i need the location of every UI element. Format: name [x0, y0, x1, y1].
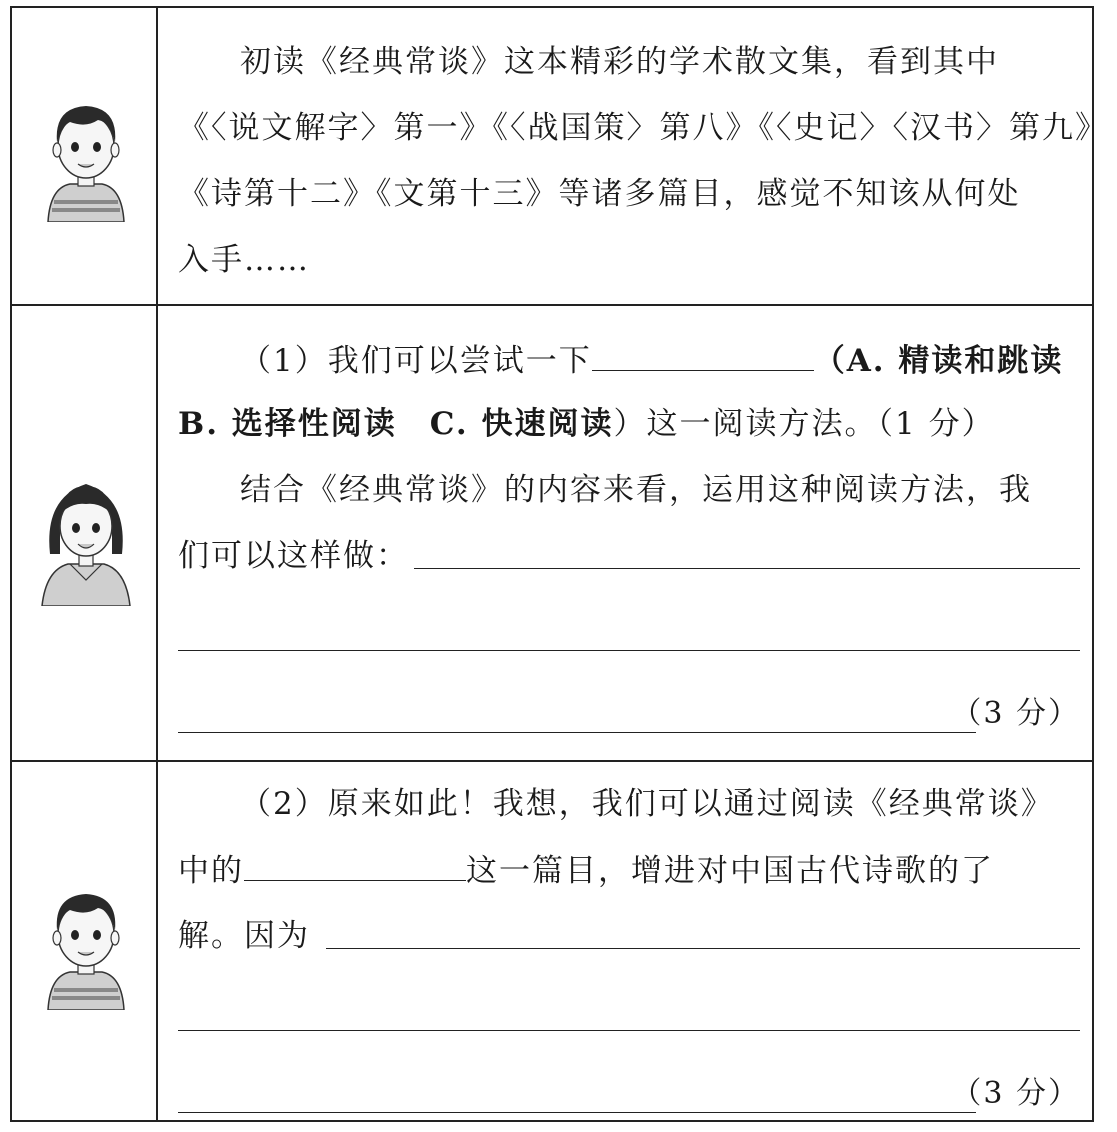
q1-answer-line-3[interactable] — [178, 732, 976, 733]
avatar-cell — [12, 306, 158, 760]
q1-options-bc: B. 选择性阅读 C. 快速阅读 — [178, 406, 614, 442]
q1-line-2 — [178, 404, 1080, 444]
q2-line-2-prefix: 中的 — [178, 853, 244, 889]
row-1-line-3: 《诗第十二》《文第十三》等诸多篇目，感觉不知该从何处 — [178, 176, 1021, 212]
q2-answer-line-2[interactable] — [178, 1030, 1080, 1031]
q2-line-2-suffix: 这一篇目，增进对中国古代诗歌的了 — [466, 853, 994, 889]
q2-score: （3 分） — [951, 1076, 1080, 1111]
q1-answer-line-2[interactable] — [178, 650, 1080, 651]
q2-answer-line-1[interactable] — [326, 948, 1080, 949]
q1-answer-line-1[interactable] — [414, 568, 1080, 569]
q2-line-2 — [178, 850, 1080, 890]
q1-answer-blank[interactable] — [592, 340, 814, 371]
boy-avatar-icon — [40, 92, 132, 222]
q2-answer-line-3[interactable] — [178, 1112, 976, 1113]
avatar-cell — [12, 762, 158, 1120]
row-1-line-2: 《〈说文解字〉第一》《〈战国策〉第八》《〈史记〉〈汉书〉第九》 — [178, 110, 1108, 146]
boy-avatar-icon — [40, 880, 132, 1010]
q1-line-4: 们可以这样做： — [178, 538, 409, 574]
avatar-cell — [12, 8, 158, 304]
row-1-line-1: 初读《经典常谈》这本精彩的学术散文集，看到其中 — [240, 44, 999, 80]
q1-prefix: （1）我们可以尝试一下 — [240, 343, 592, 379]
q1-line-3: 结合《经典常谈》的内容来看，运用这种阅读方法，我 — [240, 472, 1032, 508]
girl-avatar-icon — [40, 468, 132, 606]
q1-score: （3 分） — [951, 696, 1080, 731]
q2-line-1: （2）原来如此！我想，我们可以通过阅读《经典常谈》 — [240, 786, 1054, 822]
dialogue-row-3 — [12, 762, 1092, 1120]
dialogue-table — [10, 6, 1108, 1122]
dialogue-row-1 — [12, 8, 1108, 306]
row-1-line-4: 入手…… — [178, 242, 310, 278]
q1-line-1 — [240, 340, 1080, 380]
q1-suffix: ）这一阅读方法。（1 分） — [613, 406, 995, 442]
q2-line-3: 解。因为 — [178, 918, 310, 954]
q2-answer-blank[interactable] — [244, 850, 466, 881]
q1-option-a: （A. 精读和跳读 — [813, 343, 1064, 379]
dialogue-row-2 — [12, 306, 1092, 762]
